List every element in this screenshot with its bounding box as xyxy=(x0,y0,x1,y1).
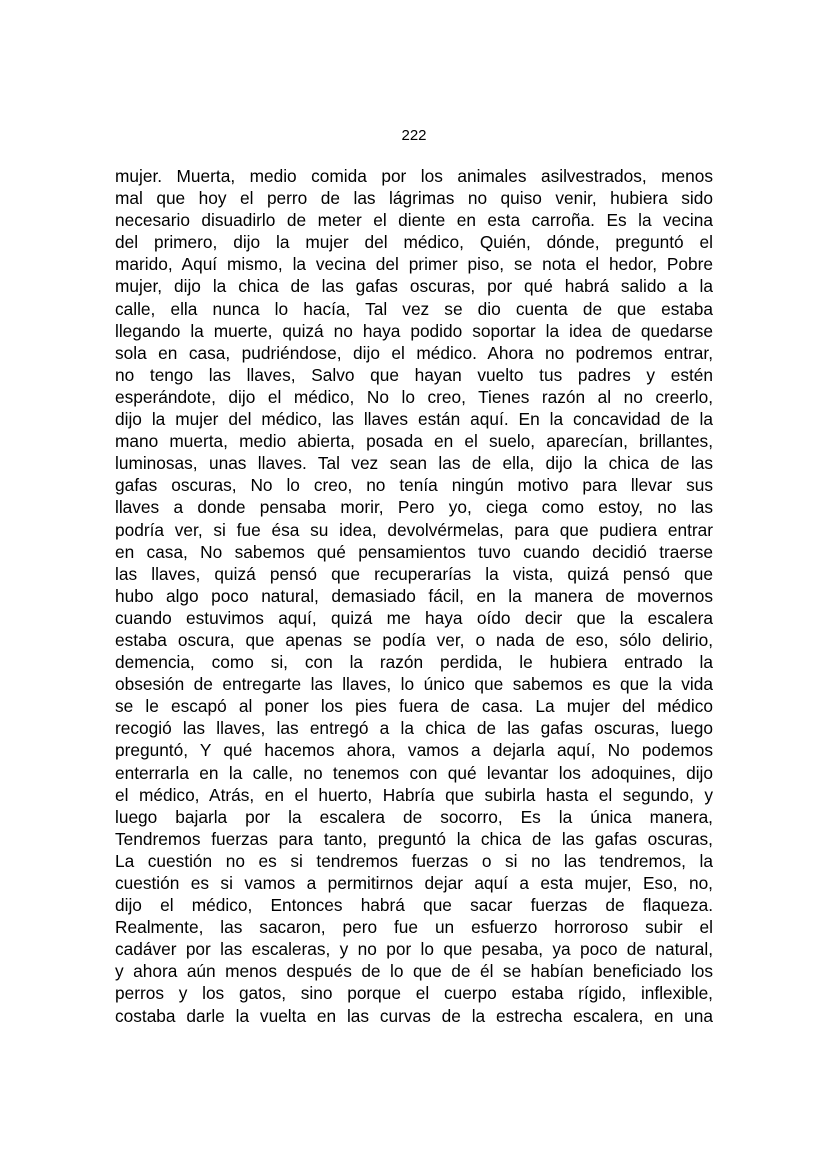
text-line: las llaves, quizá pensó que recuperarías la vista, quizá pensó que xyxy=(115,563,713,584)
page-number: 222 xyxy=(401,127,427,144)
text-line: La cuestión no es si tendremos fuerzas o si no las tendremos, la xyxy=(115,850,713,871)
body-text xyxy=(115,165,713,1027)
text-line: luego bajarla por la escalera de socorro, Es la única manera, xyxy=(115,806,713,827)
text-line: podría ver, si fue ésa su idea, devolvérmelas, para que pudiera entrar xyxy=(115,519,713,540)
text-line: demencia, como si, con la razón perdida, le hubiera entrado la xyxy=(115,652,713,673)
text-line: mano muerta, medio abierta, posada en el suelo, aparecían, brillantes, xyxy=(115,431,713,452)
text-line: cadáver por las escaleras, y no por lo que pesaba, ya poco de natural, xyxy=(115,939,713,960)
text-line: se le escapó al poner los pies fuera de casa. La mujer del médico xyxy=(115,696,713,717)
text-line: del primero, dijo la mujer del médico, Quién, dónde, preguntó el xyxy=(115,232,713,253)
text-line: Tendremos fuerzas para tanto, preguntó la chica de las gafas oscuras, xyxy=(115,828,713,849)
text-line: sola en casa, pudriéndose, dijo el médico. Ahora no podremos entrar, xyxy=(115,342,713,363)
text-line: calle, ella nunca lo hacía, Tal vez se dio cuenta de que estaba xyxy=(115,298,713,319)
text-line: no tengo las llaves, Salvo que hayan vuelto tus padres y estén xyxy=(115,364,713,385)
text-line: enterrarla en la calle, no tenemos con qué levantar los adoquines, dijo xyxy=(115,762,713,783)
text-line: preguntó, Y qué hacemos ahora, vamos a dejarla aquí, No podemos xyxy=(115,740,713,761)
text-line: necesario disuadirlo de meter el diente en esta carroña. Es la vecina xyxy=(115,210,713,231)
text-line: cuando estuvimos aquí, quizá me haya oído decir que la escalera xyxy=(115,607,713,628)
text-line: cuestión es si vamos a permitirnos dejar aquí a esta mujer, Eso, no, xyxy=(115,873,713,893)
text-line: el médico, Atrás, en el huerto, Habría que subirla hasta el segundo, y xyxy=(115,784,713,805)
text-line: obsesión de entregarte las llaves, lo único que sabemos es que la vida xyxy=(115,674,713,695)
text-line: costaba darle la vuelta en las curvas de la estrecha escalera, en una xyxy=(115,1005,713,1026)
text-line: gafas oscuras, No lo creo, no tenía ningún motivo para llevar sus xyxy=(115,475,713,496)
text-line: luminosas, unas llaves. Tal vez sean las de ella, dijo la chica de las xyxy=(115,453,713,474)
text-line: en casa, No sabemos qué pensamientos tuvo cuando decidió traerse xyxy=(115,541,713,562)
text-line: llegando la muerte, quizá no haya podido soportar la idea de quedarse xyxy=(115,320,713,341)
text-line: y ahora aún menos después de lo que de él se habían beneficiado los xyxy=(115,961,713,982)
text-line: mal que hoy el perro de las lágrimas no quiso venir, hubiera sido xyxy=(115,188,713,209)
text-line: Realmente, las sacaron, pero fue un esfuerzo horroroso subir el xyxy=(115,917,713,938)
text-line: marido, Aquí mismo, la vecina del primer piso, se nota el hedor, Pobre xyxy=(115,254,713,275)
text-line: estaba oscura, que apenas se podía ver, o nada de eso, sólo delirio, xyxy=(115,629,713,650)
text-line: mujer. Muerta, medio comida por los animales asilvestrados, menos xyxy=(115,166,713,186)
text-line: mujer, dijo la chica de las gafas oscuras, por qué habrá salido a la xyxy=(115,276,713,297)
text-line: llaves a donde pensaba morir, Pero yo, ciega como estoy, no las xyxy=(115,497,713,518)
text-line: recogió las llaves, las entregó a la chica de las gafas oscuras, luego xyxy=(115,718,713,739)
text-line: dijo el médico, Entonces habrá que sacar fuerzas de flaqueza. xyxy=(115,895,713,916)
text-line: hubo algo poco natural, demasiado fácil, en la manera de movernos xyxy=(115,585,713,606)
text-line: esperándote, dijo el médico, No lo creo, Tienes razón al no creerlo, xyxy=(115,386,713,407)
text-line: dijo la mujer del médico, las llaves están aquí. En la concavidad de la xyxy=(115,409,713,430)
text-line: perros y los gatos, sino porque el cuerpo estaba rígido, inflexible, xyxy=(115,983,713,1004)
